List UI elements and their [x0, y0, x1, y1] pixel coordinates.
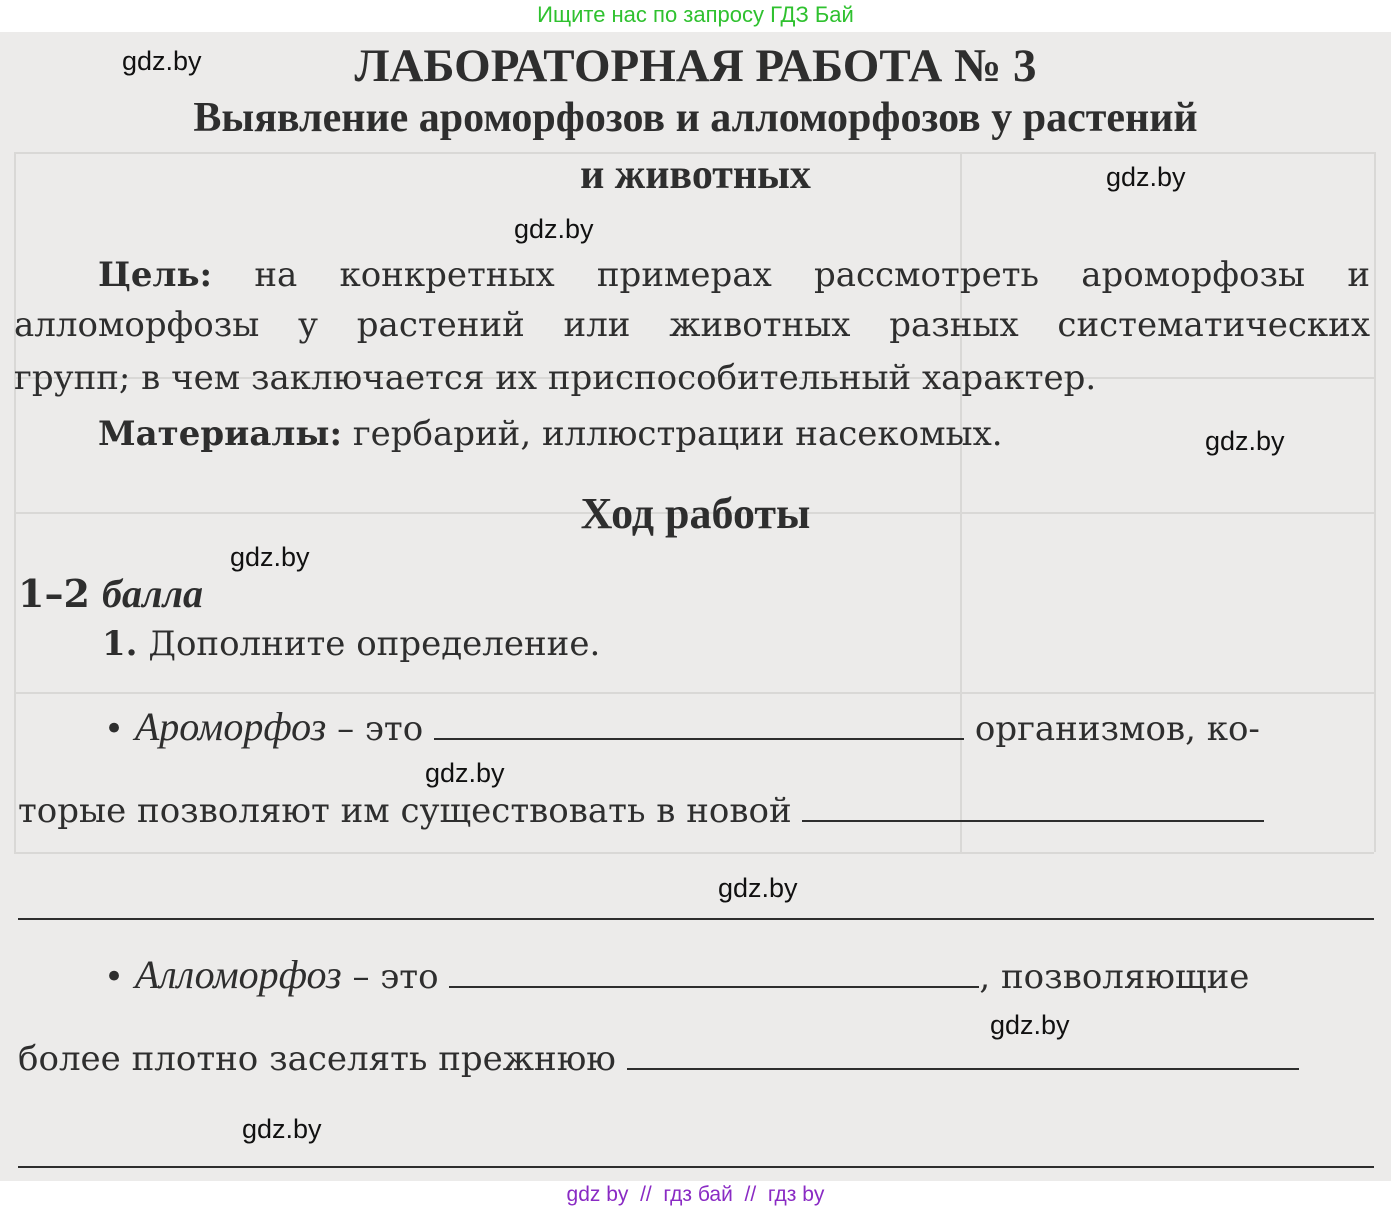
aromorphosis-blank-3[interactable]	[18, 918, 1374, 920]
goal-line-2: алломорфозы у растений или животных разных систематических	[14, 305, 1370, 345]
points-label	[18, 572, 203, 616]
lab-title: ЛАБОРАТОРНАЯ РАБОТА № 3	[354, 40, 1037, 92]
goal-line-3: групп; в чем заключается их приспособительный характер.	[14, 358, 1097, 398]
aromorphosis-line-2-text: торые позволяют им существовать в новой	[18, 791, 792, 831]
bottom-banner[interactable]: gdz by // гдз бай // гдз by	[566, 1183, 825, 1206]
aromorphosis-is: – это	[337, 709, 424, 749]
allomorphosis-line-2	[18, 1037, 1299, 1081]
materials-line	[98, 412, 1003, 456]
materials-label: Материалы:	[98, 414, 342, 454]
points-score: 1–2	[18, 571, 90, 616]
watermark: gdz.by	[718, 873, 798, 903]
watermark: gdz.by	[425, 758, 505, 788]
allomorphosis-line-2-text: более плотно заселять прежнюю	[18, 1039, 616, 1079]
task-text: Дополните определение.	[148, 624, 601, 664]
watermark: gdz.by	[230, 542, 310, 572]
watermark: gdz.by	[242, 1114, 322, 1144]
allomorphosis-is: – это	[352, 957, 439, 997]
allomorphosis-blank-3[interactable]	[18, 1166, 1374, 1168]
bleed-through-line	[14, 692, 1374, 694]
allomorphosis-term: Алломорфоз	[134, 952, 342, 997]
section-title: Ход работы	[580, 489, 811, 538]
bleed-through-line	[14, 852, 1374, 854]
allomorphosis-blank-1[interactable]	[449, 956, 979, 988]
allomorphosis-after-blank: , позволяющие	[979, 957, 1250, 997]
aromorphosis-blank-1[interactable]	[434, 708, 964, 740]
allomorphosis-blank-2[interactable]	[627, 1038, 1299, 1070]
goal-line-1	[98, 253, 1370, 297]
materials-text: гербарий, иллюстрации насекомых.	[352, 414, 1003, 454]
top-banner[interactable]: Ищите нас по запросу ГДЗ Бай	[537, 2, 854, 27]
goal-text-1: на конкретных примерах рассмотреть ароморфозы и	[254, 255, 1370, 295]
bullet: •	[104, 957, 125, 997]
aromorphosis-line-2	[18, 789, 1264, 833]
aromorphosis-after-blank: организмов, ко-	[974, 709, 1260, 749]
aromorphosis-blank-2[interactable]	[802, 790, 1264, 822]
task-line	[102, 622, 600, 666]
watermark: gdz.by	[990, 1010, 1070, 1040]
points-word: балла	[101, 571, 203, 616]
allomorphosis-line-1	[104, 953, 1249, 999]
watermark: gdz.by	[1205, 426, 1285, 456]
lab-subtitle-line-2: и животных	[580, 152, 811, 198]
aromorphosis-term: Ароморфоз	[134, 704, 327, 749]
bullet: •	[104, 709, 125, 749]
lab-subtitle-line-1: Выявление ароморфозов и алломорфозов у растений	[193, 95, 1198, 141]
goal-label: Цель:	[98, 255, 213, 295]
watermark: gdz.by	[1106, 162, 1186, 192]
aromorphosis-line-1	[104, 705, 1260, 751]
watermark: gdz.by	[122, 46, 202, 76]
textbook-page	[0, 32, 1391, 1181]
task-number: 1.	[102, 624, 138, 664]
watermark: gdz.by	[514, 214, 594, 244]
